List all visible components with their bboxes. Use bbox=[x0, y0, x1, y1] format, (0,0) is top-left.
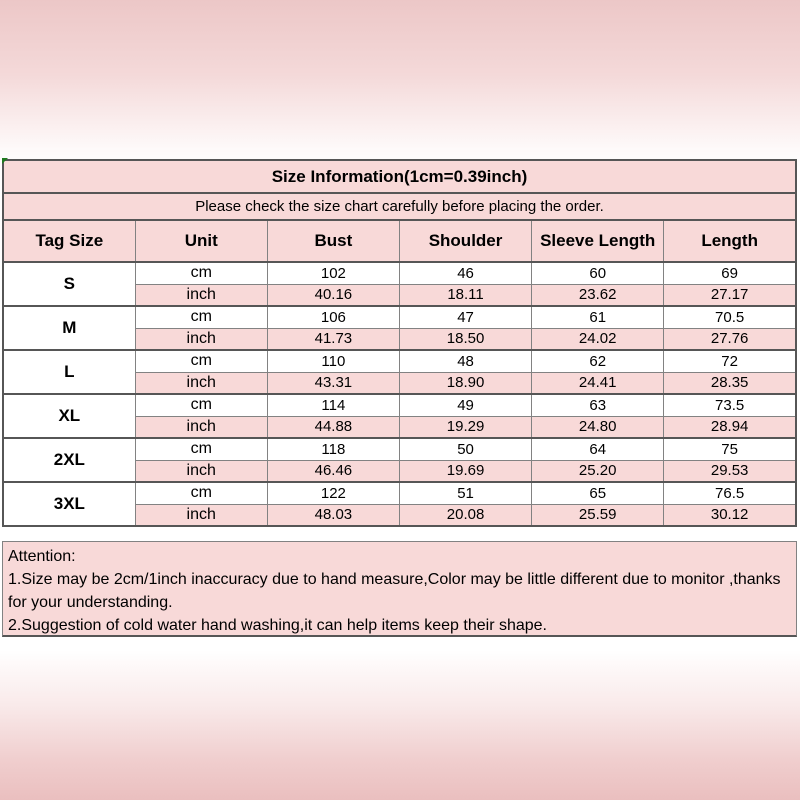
value-cell: 20.08 bbox=[399, 504, 531, 526]
value-cell: 106 bbox=[267, 306, 399, 328]
unit-cell-cm: cm bbox=[135, 438, 267, 460]
value-cell: 63 bbox=[532, 394, 664, 416]
size-tag-cell: 2XL bbox=[3, 438, 135, 482]
value-cell: 28.94 bbox=[664, 416, 796, 438]
attention-box bbox=[2, 541, 797, 637]
value-cell: 18.90 bbox=[399, 372, 531, 394]
value-cell: 19.69 bbox=[399, 460, 531, 482]
unit-cell-cm: cm bbox=[135, 262, 267, 284]
size-tag-cell: M bbox=[3, 306, 135, 350]
size-tag-cell: L bbox=[3, 350, 135, 394]
size-row-cm bbox=[3, 394, 796, 416]
value-cell: 102 bbox=[267, 262, 399, 284]
value-cell: 23.62 bbox=[532, 284, 664, 306]
unit-cell-cm: cm bbox=[135, 394, 267, 416]
column-header-bust: Bust bbox=[267, 220, 399, 262]
value-cell: 122 bbox=[267, 482, 399, 504]
value-cell: 28.35 bbox=[664, 372, 796, 394]
subtitle-row bbox=[3, 193, 796, 220]
attention-line-2: 2.Suggestion of cold water hand washing,it can help items keep their shape. bbox=[8, 617, 547, 634]
value-cell: 48 bbox=[399, 350, 531, 372]
value-cell: 25.20 bbox=[532, 460, 664, 482]
value-cell: 27.76 bbox=[664, 328, 796, 350]
value-cell: 44.88 bbox=[267, 416, 399, 438]
value-cell: 47 bbox=[399, 306, 531, 328]
value-cell: 75 bbox=[664, 438, 796, 460]
value-cell: 49 bbox=[399, 394, 531, 416]
value-cell: 18.50 bbox=[399, 328, 531, 350]
value-cell: 60 bbox=[532, 262, 664, 284]
value-cell: 61 bbox=[532, 306, 664, 328]
value-cell: 114 bbox=[267, 394, 399, 416]
green-corner-marker-icon bbox=[2, 158, 8, 164]
value-cell: 24.80 bbox=[532, 416, 664, 438]
column-header-unit: Unit bbox=[135, 220, 267, 262]
size-row-cm bbox=[3, 306, 796, 328]
value-cell: 65 bbox=[532, 482, 664, 504]
value-cell: 27.17 bbox=[664, 284, 796, 306]
attention-heading: Attention: bbox=[8, 548, 76, 565]
size-tag-cell: XL bbox=[3, 394, 135, 438]
value-cell: 46 bbox=[399, 262, 531, 284]
column-header-length: Length bbox=[664, 220, 796, 262]
unit-cell-inch: inch bbox=[135, 416, 267, 438]
value-cell: 118 bbox=[267, 438, 399, 460]
unit-cell-cm: cm bbox=[135, 350, 267, 372]
unit-cell-inch: inch bbox=[135, 504, 267, 526]
size-row-cm bbox=[3, 438, 796, 460]
value-cell: 18.11 bbox=[399, 284, 531, 306]
unit-cell-cm: cm bbox=[135, 482, 267, 504]
value-cell: 72 bbox=[664, 350, 796, 372]
value-cell: 29.53 bbox=[664, 460, 796, 482]
value-cell: 24.41 bbox=[532, 372, 664, 394]
value-cell: 62 bbox=[532, 350, 664, 372]
title-row bbox=[3, 160, 796, 193]
unit-cell-inch: inch bbox=[135, 460, 267, 482]
table-header-row bbox=[3, 220, 796, 262]
value-cell: 48.03 bbox=[267, 504, 399, 526]
column-header-shoulder: Shoulder bbox=[399, 220, 531, 262]
value-cell: 73.5 bbox=[664, 394, 796, 416]
value-cell: 76.5 bbox=[664, 482, 796, 504]
size-tag-cell: S bbox=[3, 262, 135, 306]
value-cell: 30.12 bbox=[664, 504, 796, 526]
value-cell: 41.73 bbox=[267, 328, 399, 350]
size-tag-cell: 3XL bbox=[3, 482, 135, 526]
value-cell: 70.5 bbox=[664, 306, 796, 328]
table-title: Size Information(1cm=0.39inch) bbox=[3, 160, 796, 193]
size-row-cm bbox=[3, 350, 796, 372]
size-row-cm bbox=[3, 482, 796, 504]
table-subtitle: Please check the size chart carefully before placing the order. bbox=[3, 193, 796, 220]
unit-cell-cm: cm bbox=[135, 306, 267, 328]
unit-cell-inch: inch bbox=[135, 372, 267, 394]
value-cell: 40.16 bbox=[267, 284, 399, 306]
column-header-tag-size: Tag Size bbox=[3, 220, 135, 262]
size-chart-table bbox=[2, 159, 797, 527]
attention-line-1: 1.Size may be 2cm/1inch inaccuracy due to hand measure,Color may be little different due to monitor ,thanks for your understanding. bbox=[8, 571, 781, 611]
value-cell: 50 bbox=[399, 438, 531, 460]
value-cell: 25.59 bbox=[532, 504, 664, 526]
unit-cell-inch: inch bbox=[135, 328, 267, 350]
unit-cell-inch: inch bbox=[135, 284, 267, 306]
value-cell: 24.02 bbox=[532, 328, 664, 350]
size-row-cm bbox=[3, 262, 796, 284]
value-cell: 51 bbox=[399, 482, 531, 504]
value-cell: 46.46 bbox=[267, 460, 399, 482]
value-cell: 69 bbox=[664, 262, 796, 284]
value-cell: 43.31 bbox=[267, 372, 399, 394]
value-cell: 19.29 bbox=[399, 416, 531, 438]
value-cell: 64 bbox=[532, 438, 664, 460]
column-header-sleeve-length: Sleeve Length bbox=[532, 220, 664, 262]
value-cell: 110 bbox=[267, 350, 399, 372]
